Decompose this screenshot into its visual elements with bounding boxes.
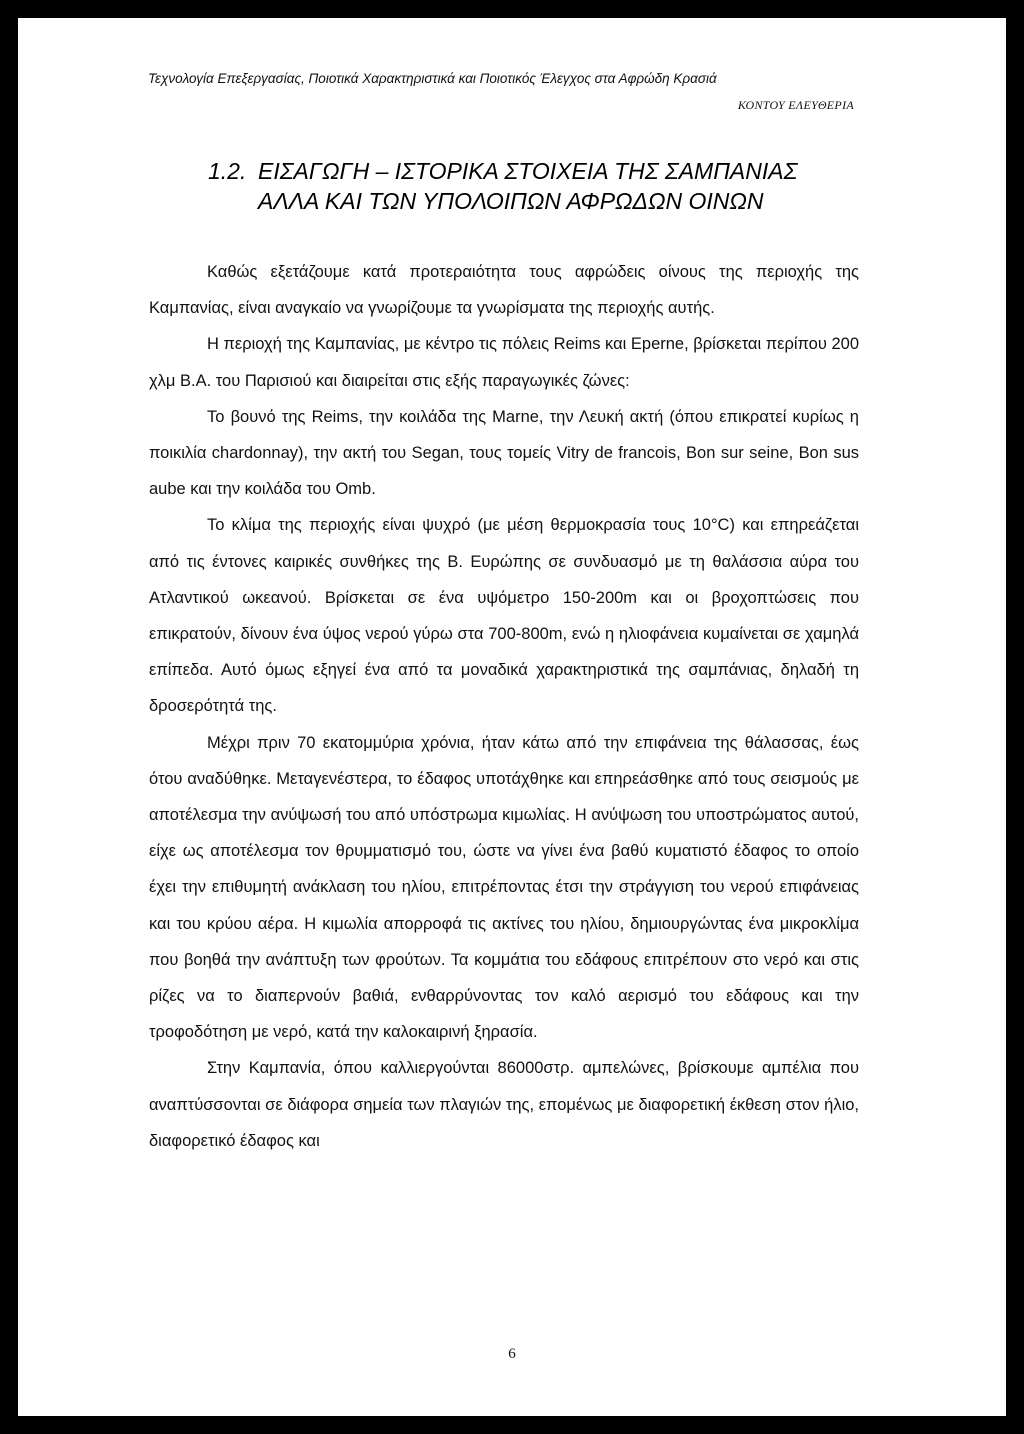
paragraph: Καθώς εξετάζουμε κατά προτεραιότητα τους αφρώδεις οίνους της περιοχής της Καμπανίας, είναι αναγκαίο να γνωρίζουμε τα γνωρίσματα της περιοχής αυτής. [149, 263, 859, 318]
section-title-line-1: ΕΙΣΑΓΩΓΗ – ΙΣΤΟΡΙΚΑ ΣΤΟΙΧΕΙΑ ΤΗΣ ΣΑΜΠΑΝΙΑΣ [258, 158, 798, 184]
section-number: 1.2. [208, 158, 247, 184]
section-title-line-2: ΑΛΛΑ ΚΑΙ ΤΩΝ ΥΠΟΛΟΙΠΩΝ ΑΦΡΩΔΩΝ ΟΙΝΩΝ [258, 188, 764, 214]
section-heading [208, 156, 797, 216]
page-number: 6 [508, 1346, 516, 1362]
document-page [18, 18, 1006, 1416]
paragraph: Το κλίμα της περιοχής είναι ψυχρό (με μέση θερμοκρασία τους 10°C) και επηρεάζεται από τις έντονες καιρικές συνθήκες της Β. Ευρώπης σε συνδυασμό με τη θαλάσσια αύρα του Ατλαντικού ωκεανού. Βρίσκεται σε ένα υψόμετρο 150-200m και οι βροχοπτώσεις που επικρατούν, δίνουν ένα ύψος νερού γύρω στα 700-800m, ενώ η ηλιοφάνεια κυμαίνεται σε χαμηλά επίπεδα. Αυτό όμως εξηγεί ένα από τα μοναδικά χαρακτηριστικά της σαμπάνιας, δηλαδή τη δροσερότητά της. [149, 516, 859, 716]
running-header-title: Τεχνολογία Επεξεργασίας, Ποιοτικά Χαρακτηριστικά και Ποιοτικός Έλεγχος στα Αφρώδη Κρασιά [148, 71, 717, 86]
paragraph: Η περιοχή της Καμπανίας, με κέντρο τις πόλεις Reims και Eperne, βρίσκεται περίπου 200 χλμ Β.Α. του Παρισιού και διαιρείται στις εξής παραγωγικές ζώνες: [149, 335, 859, 390]
running-header-author: ΚΟΝΤΟΥ ΕΛΕΥΘΕΡΙΑ [737, 98, 854, 112]
paragraph: Το βουνό της Reims, την κοιλάδα της Marne, την Λευκή ακτή (όπου επικρατεί κυρίως η ποικιλία chardonnay), την ακτή του Segan, τους τομείς Vitry de francois, Bon sur seine, Bon sus aube και την κοιλάδα του Omb. [149, 407, 859, 499]
body-text [149, 254, 859, 1159]
paragraph: Στην Καμπανία, όπου καλλιεργούνται 86000στρ. αμπελώνες, βρίσκουμε αμπέλια που αναπτύσσονται σε διάφορα σημεία των πλαγιών της, επομένως με διαφορετική έκθεση στον ήλιο, διαφορετικό έδαφος και [149, 1059, 859, 1150]
paragraph: Μέχρι πριν 70 εκατομμύρια χρόνια, ήταν κάτω από την επιφάνεια της θάλασσας, έως ότου αναδύθηκε. Μεταγενέστερα, το έδαφος υποτάχθηκε και επηρεάσθηκε από τους σεισμούς με αποτέλεσμα την ανύψωσή του από υπόστρωμα κιμωλίας. Η ανύψωση του υποστρώματος αυτού, είχε ως αποτέλεσμα τον θρυμματισμό του, ώστε να γίνει ένα βαθύ κυματιστό έδαφος το οποίο έχει την επιθυμητή ανάκλαση του ηλίου, επιτρέποντας έτσι την στράγγιση του νερού επιφάνειας και του κρύου αέρα. Η κιμωλία απορροφά τις ακτίνες του ηλίου, δημιουργώντας ένα μικροκλίμα που βοηθά την ανάπτυξη των φρούτων. Τα κομμάτια του εδάφους επιτρέπουν στο νερό και στις ρίζες να το διαπερνούν βαθιά, ενθαρρύνοντας τον καλό αερισμό του εδάφους και την τροφοδότηση με νερό, κατά την καλοκαιρινή ξηρασία. [149, 733, 859, 1042]
